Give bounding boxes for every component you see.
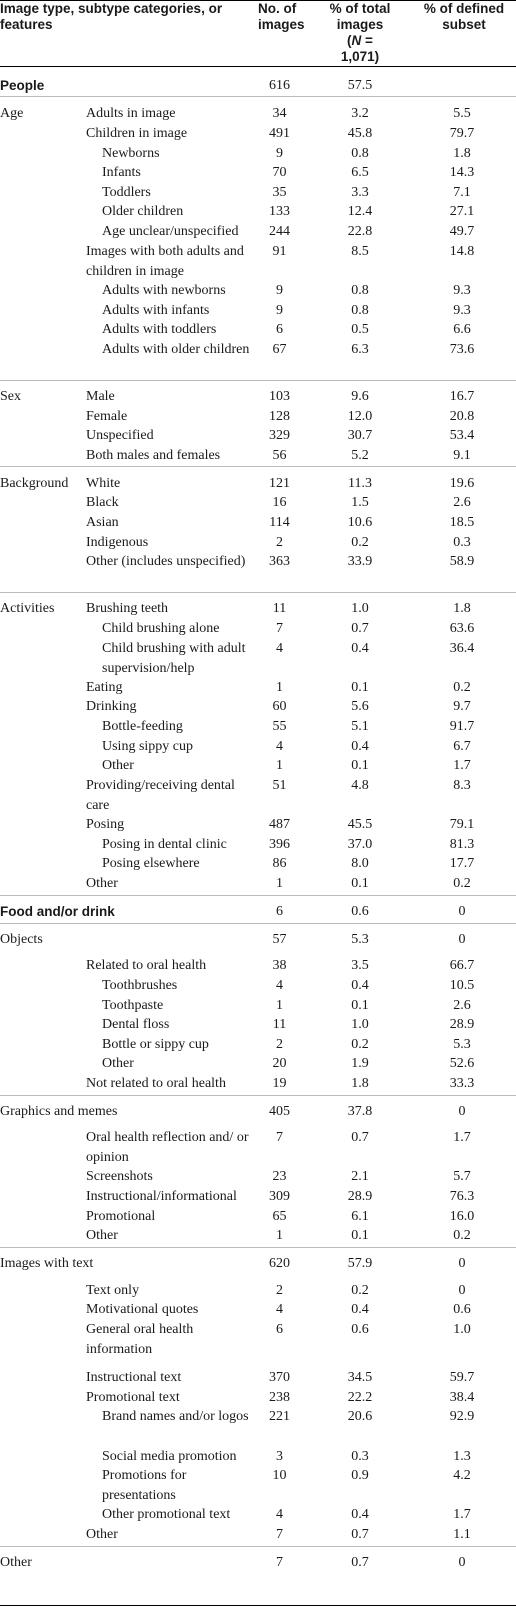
row-total-pct: 8.0 bbox=[351, 856, 369, 871]
row-subcategory: Indigenous bbox=[86, 535, 149, 550]
row-total-pct: 1.0 bbox=[351, 1017, 369, 1032]
row-count: 6 bbox=[276, 322, 283, 337]
row-total-pct: 2.1 bbox=[351, 1169, 369, 1184]
row-subset-pct: 92.9 bbox=[449, 1409, 475, 1424]
row-subcategory: Other (includes unspecified) bbox=[86, 554, 246, 569]
row-subset-pct: 5.3 bbox=[453, 1037, 471, 1052]
row-subset-pct: 49.7 bbox=[449, 224, 475, 239]
row-subset-pct: 33.3 bbox=[449, 1076, 475, 1091]
row-subset-pct: 59.7 bbox=[449, 1370, 475, 1385]
row-subset-pct: 10.5 bbox=[449, 978, 475, 993]
row-count: 329 bbox=[269, 428, 290, 443]
row-total-pct: 0.4 bbox=[351, 739, 369, 754]
row-subcategory: Drinking bbox=[86, 699, 137, 714]
row-count: 57 bbox=[272, 932, 287, 947]
row-subset-pct: 1.0 bbox=[453, 1322, 471, 1337]
row-count: 363 bbox=[269, 554, 290, 569]
row-subcategory: Adults in image bbox=[86, 106, 176, 121]
row-total-pct: 0.1 bbox=[351, 1228, 369, 1243]
row-total-pct: 10.6 bbox=[347, 515, 373, 530]
row-total-pct: 0.9 bbox=[351, 1468, 369, 1483]
row-subcategory: Adults with toddlers bbox=[102, 322, 217, 337]
row-count: 2 bbox=[276, 535, 283, 550]
row-count: 11 bbox=[272, 1017, 287, 1032]
row-total-pct: 45.8 bbox=[347, 126, 373, 141]
row-count: 133 bbox=[269, 204, 290, 219]
row-total-pct: 0.4 bbox=[351, 1302, 369, 1317]
row-count: 6 bbox=[276, 1322, 283, 1337]
row-category: Food and/or drink bbox=[0, 904, 115, 919]
row-count: 1 bbox=[276, 680, 283, 695]
row-subset-pct: 63.6 bbox=[449, 621, 475, 636]
row-subset-pct: 27.1 bbox=[449, 204, 475, 219]
row-subcategory: Other promotional text bbox=[102, 1507, 231, 1522]
row-total-pct: 3.5 bbox=[351, 958, 369, 973]
row-subset-pct: 2.6 bbox=[453, 495, 471, 510]
row-category: People bbox=[0, 78, 45, 93]
row-total-pct: 5.1 bbox=[351, 719, 369, 734]
row-subcategory: White bbox=[86, 476, 121, 491]
row-total-pct: 20.6 bbox=[347, 1409, 373, 1424]
row-subset-pct: 1.7 bbox=[453, 1130, 471, 1145]
row-total-pct: 1.0 bbox=[351, 601, 369, 616]
row-subcategory: Bottle-feeding bbox=[102, 719, 183, 734]
row-total-pct: 0.2 bbox=[351, 1283, 369, 1298]
row-count: 86 bbox=[272, 856, 287, 871]
row-total-pct: 0.8 bbox=[351, 283, 369, 298]
row-subset-pct: 58.9 bbox=[449, 554, 475, 569]
row-count: 55 bbox=[272, 719, 287, 734]
row-count: 1 bbox=[276, 758, 283, 773]
row-subcategory: Child brushing with adult supervision/help bbox=[102, 641, 246, 676]
row-total-pct: 0.1 bbox=[351, 998, 369, 1013]
row-subcategory: Promotional bbox=[86, 1209, 156, 1224]
row-subcategory: Brushing teeth bbox=[86, 601, 169, 616]
row-total-pct: 0.3 bbox=[351, 1449, 369, 1464]
row-count: 7 bbox=[276, 1527, 283, 1542]
row-category: Objects bbox=[0, 932, 43, 947]
row-subset-pct: 0.2 bbox=[453, 1228, 471, 1243]
row-subset-pct: 20.8 bbox=[449, 409, 475, 424]
row-subcategory: Other bbox=[86, 876, 118, 891]
row-subset-pct: 0.2 bbox=[453, 680, 471, 695]
row-total-pct: 22.8 bbox=[347, 224, 373, 239]
row-subcategory: Related to oral health bbox=[86, 958, 207, 973]
row-total-pct: 57.9 bbox=[347, 1256, 373, 1271]
row-category: Background bbox=[0, 476, 69, 491]
row-subset-pct: 19.6 bbox=[449, 476, 475, 491]
row-subset-pct: 16.7 bbox=[449, 389, 475, 404]
section-divider bbox=[0, 96, 516, 97]
row-count: 91 bbox=[272, 244, 287, 259]
row-subset-pct: 14.8 bbox=[449, 244, 475, 259]
row-subset-pct: 0 bbox=[458, 904, 466, 919]
row-subcategory: Images with both adults and children in image bbox=[86, 244, 244, 279]
row-subcategory: Eating bbox=[86, 680, 123, 695]
row-subset-pct: 0.2 bbox=[453, 876, 471, 891]
row-subset-pct: 36.4 bbox=[449, 641, 475, 656]
row-subset-pct: 18.5 bbox=[449, 515, 475, 530]
row-count: 2 bbox=[276, 1283, 283, 1298]
row-total-pct: 57.5 bbox=[347, 78, 373, 93]
row-total-pct: 45.5 bbox=[347, 817, 373, 832]
row-total-pct: 5.3 bbox=[351, 932, 369, 947]
row-count: 620 bbox=[269, 1256, 290, 1271]
row-count: 244 bbox=[269, 224, 290, 239]
row-subcategory: Toddlers bbox=[102, 185, 151, 200]
row-subset-pct: 0 bbox=[458, 1104, 466, 1119]
row-total-pct: 3.2 bbox=[351, 106, 369, 121]
row-subcategory: Adults with older children bbox=[102, 342, 250, 357]
row-subcategory: Text only bbox=[86, 1283, 140, 1298]
header-col-total-pct: % of total images (N = 1,071) bbox=[329, 1, 391, 64]
row-subset-pct: 5.7 bbox=[453, 1169, 471, 1184]
row-total-pct: 28.9 bbox=[347, 1189, 373, 1204]
row-total-pct: 0.1 bbox=[351, 876, 369, 891]
row-subcategory: General oral health information bbox=[86, 1322, 194, 1357]
row-subset-pct: 8.3 bbox=[453, 778, 471, 793]
row-total-pct: 5.6 bbox=[351, 699, 369, 714]
row-subcategory: Social media promotion bbox=[102, 1449, 237, 1464]
header-col-count: No. of images bbox=[258, 1, 305, 32]
row-subset-pct: 28.9 bbox=[449, 1017, 475, 1032]
row-subset-pct: 38.4 bbox=[449, 1390, 475, 1405]
row-subset-pct: 0 bbox=[458, 1256, 466, 1271]
row-category: Graphics and memes bbox=[0, 1104, 118, 1119]
row-count: 4 bbox=[276, 978, 283, 993]
row-total-pct: 0.6 bbox=[351, 1322, 369, 1337]
row-subset-pct: 0 bbox=[458, 932, 466, 947]
row-subcategory: Oral health reflection and/ or opinion bbox=[86, 1130, 249, 1165]
row-total-pct: 0.2 bbox=[351, 1037, 369, 1052]
row-total-pct: 0.7 bbox=[351, 1555, 369, 1570]
row-count: 309 bbox=[269, 1189, 290, 1204]
row-total-pct: 8.5 bbox=[351, 244, 369, 259]
row-total-pct: 22.2 bbox=[347, 1390, 373, 1405]
row-count: 2 bbox=[276, 1037, 283, 1052]
row-subcategory: Female bbox=[86, 409, 128, 424]
row-subcategory: Other bbox=[86, 1228, 118, 1243]
row-subset-pct: 2.6 bbox=[453, 998, 471, 1013]
row-subset-pct: 14.3 bbox=[449, 165, 475, 180]
row-subcategory: Other bbox=[86, 1527, 118, 1542]
row-total-pct: 34.5 bbox=[347, 1370, 373, 1385]
row-subset-pct: 1.7 bbox=[453, 1507, 471, 1522]
row-category: Images with text bbox=[0, 1256, 94, 1271]
row-subcategory: Unspecified bbox=[86, 428, 154, 443]
row-total-pct: 1.5 bbox=[351, 495, 369, 510]
row-subcategory: Age unclear/unspecified bbox=[102, 224, 239, 239]
row-subset-pct: 6.6 bbox=[453, 322, 471, 337]
row-total-pct: 0.2 bbox=[351, 535, 369, 550]
row-category: Activities bbox=[0, 601, 55, 616]
section-divider bbox=[0, 592, 516, 593]
section-divider bbox=[0, 1546, 516, 1547]
row-total-pct: 33.9 bbox=[347, 554, 373, 569]
row-count: 56 bbox=[272, 448, 287, 463]
row-subcategory: Posing in dental clinic bbox=[102, 837, 227, 852]
section-divider bbox=[0, 466, 516, 467]
row-category: Other bbox=[0, 1555, 32, 1570]
row-count: 51 bbox=[272, 778, 287, 793]
section-divider bbox=[0, 895, 516, 896]
row-subset-pct: 53.4 bbox=[449, 428, 475, 443]
row-subset-pct: 66.7 bbox=[449, 958, 475, 973]
row-subcategory: Promotional text bbox=[86, 1390, 180, 1405]
row-subset-pct: 1.7 bbox=[453, 758, 471, 773]
row-subcategory: Both males and females bbox=[86, 448, 221, 463]
row-subcategory: Not related to oral health bbox=[86, 1076, 226, 1091]
row-count: 23 bbox=[272, 1169, 287, 1184]
row-total-pct: 3.3 bbox=[351, 185, 369, 200]
section-divider bbox=[0, 1247, 516, 1248]
row-subcategory: Other bbox=[102, 1056, 134, 1071]
row-subcategory: Adults with infants bbox=[102, 303, 210, 318]
row-total-pct: 0.8 bbox=[351, 303, 369, 318]
row-subcategory: Toothpaste bbox=[102, 998, 164, 1013]
row-total-pct: 0.7 bbox=[351, 1527, 369, 1542]
row-count: 114 bbox=[269, 515, 290, 530]
row-subset-pct: 7.1 bbox=[453, 185, 471, 200]
row-total-pct: 37.8 bbox=[347, 1104, 373, 1119]
header-col-category: Image type, subtype categories, or features bbox=[0, 1, 223, 32]
row-subset-pct: 4.2 bbox=[453, 1468, 471, 1483]
row-subcategory: Dental floss bbox=[102, 1017, 170, 1032]
row-total-pct: 6.3 bbox=[351, 342, 369, 357]
row-subcategory: Promotions for presentations bbox=[102, 1468, 187, 1503]
row-count: 70 bbox=[272, 165, 287, 180]
row-subcategory: Asian bbox=[86, 515, 119, 530]
row-subcategory: Adults with newborns bbox=[102, 283, 226, 298]
row-total-pct: 5.2 bbox=[351, 448, 369, 463]
row-subset-pct: 1.8 bbox=[453, 601, 471, 616]
row-count: 4 bbox=[276, 1507, 283, 1522]
row-count: 405 bbox=[269, 1104, 290, 1119]
row-subset-pct: 0 bbox=[458, 1555, 466, 1570]
row-count: 60 bbox=[272, 699, 287, 714]
row-total-pct: 0.1 bbox=[351, 758, 369, 773]
row-subset-pct: 79.1 bbox=[449, 817, 475, 832]
header-col-subset-pct: % of defined subset bbox=[423, 1, 505, 32]
row-subcategory: Using sippy cup bbox=[102, 739, 193, 754]
row-count: 4 bbox=[276, 1302, 283, 1317]
row-subcategory: Screenshots bbox=[86, 1169, 153, 1184]
row-subset-pct: 9.3 bbox=[453, 303, 471, 318]
row-subset-pct: 52.6 bbox=[449, 1056, 475, 1071]
row-subset-pct: 73.6 bbox=[449, 342, 475, 357]
row-total-pct: 0.4 bbox=[351, 978, 369, 993]
row-count: 487 bbox=[269, 817, 290, 832]
row-count: 9 bbox=[276, 303, 283, 318]
row-count: 19 bbox=[272, 1076, 287, 1091]
row-total-pct: 9.6 bbox=[351, 389, 369, 404]
row-count: 9 bbox=[276, 146, 283, 161]
row-count: 491 bbox=[269, 126, 290, 141]
row-subcategory: Male bbox=[86, 389, 115, 404]
row-category: Age bbox=[0, 106, 24, 121]
row-count: 3 bbox=[276, 1449, 283, 1464]
row-count: 7 bbox=[276, 1555, 283, 1570]
row-subset-pct: 79.7 bbox=[449, 126, 475, 141]
row-total-pct: 30.7 bbox=[347, 428, 373, 443]
row-count: 65 bbox=[272, 1209, 287, 1224]
row-total-pct: 12.4 bbox=[347, 204, 373, 219]
row-subcategory: Black bbox=[86, 495, 119, 510]
row-count: 616 bbox=[269, 78, 290, 93]
row-subset-pct: 1.3 bbox=[453, 1449, 471, 1464]
row-count: 128 bbox=[269, 409, 290, 424]
row-subcategory: Other bbox=[102, 758, 134, 773]
row-total-pct: 0.8 bbox=[351, 146, 369, 161]
row-count: 370 bbox=[269, 1370, 290, 1385]
section-divider bbox=[0, 380, 516, 381]
row-subcategory: Bottle or sippy cup bbox=[102, 1037, 209, 1052]
row-total-pct: 0.7 bbox=[351, 621, 369, 636]
row-subset-pct: 1.1 bbox=[453, 1527, 471, 1542]
row-count: 4 bbox=[276, 739, 283, 754]
row-subset-pct: 1.8 bbox=[453, 146, 471, 161]
row-count: 34 bbox=[272, 106, 287, 121]
row-total-pct: 0.6 bbox=[351, 904, 369, 919]
row-total-pct: 11.3 bbox=[348, 476, 372, 491]
row-category: Sex bbox=[0, 389, 21, 404]
row-total-pct: 6.1 bbox=[351, 1209, 369, 1224]
section-divider bbox=[0, 923, 516, 924]
row-count: 103 bbox=[269, 389, 290, 404]
row-count: 7 bbox=[276, 621, 283, 636]
row-subcategory: Posing elsewhere bbox=[102, 856, 200, 871]
row-count: 1 bbox=[276, 998, 283, 1013]
row-total-pct: 6.5 bbox=[351, 165, 369, 180]
row-count: 4 bbox=[276, 641, 283, 656]
row-total-pct: 0.4 bbox=[351, 641, 369, 656]
row-subcategory: Providing/receiving dental care bbox=[86, 778, 235, 813]
row-count: 16 bbox=[272, 495, 287, 510]
row-subcategory: Brand names and/or logos bbox=[102, 1409, 249, 1424]
row-subset-pct: 9.3 bbox=[453, 283, 471, 298]
row-subset-pct: 0 bbox=[458, 1283, 466, 1298]
row-count: 1 bbox=[276, 1228, 283, 1243]
row-total-pct: 0.4 bbox=[351, 1507, 369, 1522]
row-total-pct: 0.1 bbox=[351, 680, 369, 695]
row-total-pct: 1.8 bbox=[351, 1076, 369, 1091]
row-count: 1 bbox=[276, 876, 283, 891]
row-subcategory: Infants bbox=[102, 165, 141, 180]
row-subcategory: Children in image bbox=[86, 126, 188, 141]
row-count: 7 bbox=[276, 1130, 283, 1145]
row-subset-pct: 6.7 bbox=[453, 739, 471, 754]
row-subset-pct: 0.6 bbox=[453, 1302, 471, 1317]
row-subset-pct: 81.3 bbox=[449, 837, 475, 852]
row-subset-pct: 91.7 bbox=[449, 719, 475, 734]
row-subcategory: Newborns bbox=[102, 146, 160, 161]
row-subcategory: Posing bbox=[86, 817, 125, 832]
row-count: 67 bbox=[272, 342, 287, 357]
row-total-pct: 1.9 bbox=[351, 1056, 369, 1071]
row-count: 238 bbox=[269, 1390, 290, 1405]
row-subcategory: Motivational quotes bbox=[86, 1302, 199, 1317]
row-total-pct: 4.8 bbox=[351, 778, 369, 793]
row-total-pct: 37.0 bbox=[347, 837, 373, 852]
row-count: 221 bbox=[269, 1409, 290, 1424]
row-count: 11 bbox=[272, 601, 287, 616]
row-count: 38 bbox=[272, 958, 287, 973]
row-total-pct: 0.7 bbox=[351, 1130, 369, 1145]
row-subset-pct: 9.7 bbox=[453, 699, 471, 714]
row-count: 10 bbox=[272, 1468, 287, 1483]
row-subcategory: Instructional/informational bbox=[86, 1189, 237, 1204]
row-subset-pct: 16.0 bbox=[449, 1209, 475, 1224]
row-subcategory: Older children bbox=[102, 204, 184, 219]
row-total-pct: 12.0 bbox=[347, 409, 373, 424]
row-count: 6 bbox=[276, 904, 283, 919]
row-subset-pct: 17.7 bbox=[449, 856, 475, 871]
row-count: 121 bbox=[269, 476, 290, 491]
row-count: 20 bbox=[272, 1056, 287, 1071]
row-subset-pct: 9.1 bbox=[453, 448, 471, 463]
row-count: 396 bbox=[269, 837, 290, 852]
row-subcategory: Instructional text bbox=[86, 1370, 182, 1385]
row-subset-pct: 5.5 bbox=[453, 106, 471, 121]
row-count: 9 bbox=[276, 283, 283, 298]
row-subset-pct: 76.3 bbox=[449, 1189, 475, 1204]
row-subcategory: Child brushing alone bbox=[102, 621, 220, 636]
row-subcategory: Toothbrushes bbox=[102, 978, 178, 993]
row-subset-pct: 0.3 bbox=[453, 535, 471, 550]
table-header bbox=[0, 0, 516, 64]
section-divider bbox=[0, 1095, 516, 1096]
row-total-pct: 0.5 bbox=[351, 322, 369, 337]
row-count: 35 bbox=[272, 185, 287, 200]
